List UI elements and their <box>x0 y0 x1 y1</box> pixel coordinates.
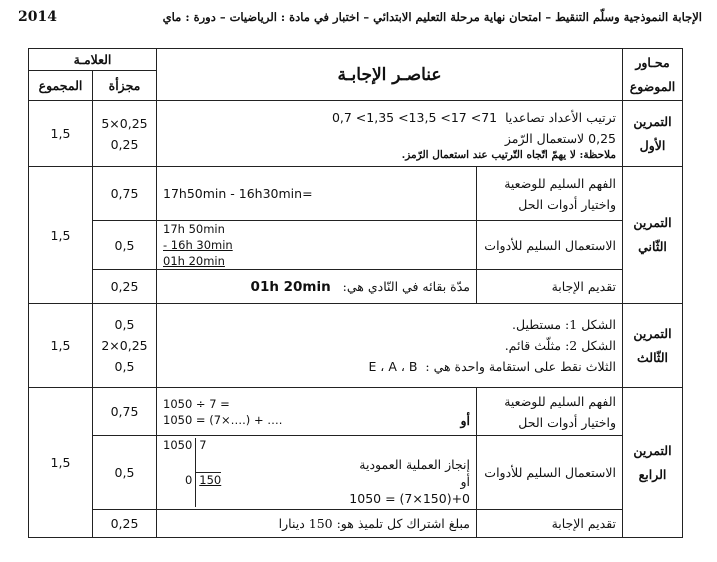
ex3-partials: 0,5 2×0,25 0,5 <box>93 304 157 388</box>
ex3-answer: الشكل 1: مستطيل. الشكل 2: مثلّث قائم. الثلاث نقط على استقامة واحدة هي : E ، A ، B <box>157 304 623 388</box>
exercise-4-row-3 <box>29 510 683 538</box>
ex3-label: التمرين الثّالث <box>623 304 683 388</box>
ex4-setup: 1050 ÷ 7 = 1050 = (7×….) + …. أو <box>157 388 477 436</box>
ex2-criterion-2: الاستعمال السليم للأدوات <box>477 221 623 270</box>
grade-header: العلامـة <box>29 49 157 71</box>
exercise-4-row-2 <box>29 436 683 510</box>
long-division: 1050 7 0 150 <box>163 438 221 507</box>
ex2-partial-3: 0,25 <box>93 270 157 304</box>
ex4-division: 1050 7 0 150 إنجاز العملية العمودية أو 1050 = (7×150)+0 <box>157 436 477 510</box>
ex4-partial-1: 0,75 <box>93 388 157 436</box>
exercise-2-row-3 <box>29 270 683 304</box>
ex1-label: التمرين الأول <box>623 101 683 167</box>
ex4-answer: مبلغ اشتراك كل تلميذ هو: 150 دينارا <box>157 510 477 538</box>
ex1-total: 1,5 <box>29 101 93 167</box>
axes-header: محـاور الموضوع <box>623 49 683 101</box>
exercise-3-row <box>29 304 683 388</box>
ex2-criterion-1: الفهم السليم للوضعية واختيار أدوات الحل <box>477 167 623 221</box>
ex2-total: 1,5 <box>29 167 93 304</box>
ex4-partial-2: 0,5 <box>93 436 157 510</box>
ex4-criterion-2: الاستعمال السليم للأدوات <box>477 436 623 510</box>
ex1-note: ملاحظة: لا يهمّ اتّجاه التّرتيب عند استعمال الرّمز. <box>401 148 617 161</box>
ex2-label: التمرين الثّاني <box>623 167 683 304</box>
exercise-1-row <box>29 101 683 167</box>
ex4-label: التمرين الرابع <box>623 388 683 538</box>
exam-title: الإجابة النموذجية وسلّم التنقيط – امتحان نهاية مرحلة التعليم الابتدائي – اختبار في مادة : الرياضيات – دورة : ماي <box>162 10 702 24</box>
exam-year: 2014 <box>18 9 57 25</box>
answer-key-table <box>28 48 683 538</box>
ex1-partials: 5×0,25 0,25 <box>93 101 157 167</box>
exercise-4-row-1 <box>29 388 683 436</box>
ex4-total: 1,5 <box>29 388 93 538</box>
page-header <box>18 6 702 28</box>
ex2-criterion-3: تقديم الإجابة <box>477 270 623 304</box>
ex1-answer: ترتيب الأعداد تصاعديا 0,7 <1,35 <13,5 <17 <71 0,25 لاستعمال الرّمز ملاحظة: لا يهمّ اتّجاه التّرتيب عند استعمال الرّمز. <box>157 101 623 167</box>
ex4-criterion-1: الفهم السليم للوضعية واختيار أدوات الحل <box>477 388 623 436</box>
ex2-answer: مدّة بقائه في النّادي هي: 01h 20min <box>157 270 477 304</box>
exercise-2-row-1 <box>29 167 683 221</box>
ex3-total: 1,5 <box>29 304 93 388</box>
exercise-2-row-2 <box>29 221 683 270</box>
ex4-partial-3: 0,25 <box>93 510 157 538</box>
partial-header: مجزأة <box>93 71 157 101</box>
total-header: المجموع <box>29 71 93 101</box>
ex2-subtraction-setup: 17h50min - 16h30min= <box>157 167 477 221</box>
ex2-partial-2: 0,5 <box>93 221 157 270</box>
ex4-criterion-3: تقديم الإجابة <box>477 510 623 538</box>
answer-elements-header: عناصـر الإجابـة <box>157 49 623 101</box>
ex2-vertical-subtraction: 17h 50min - 16h 30min 01h 20min <box>157 221 477 270</box>
ex2-partial-1: 0,75 <box>93 167 157 221</box>
